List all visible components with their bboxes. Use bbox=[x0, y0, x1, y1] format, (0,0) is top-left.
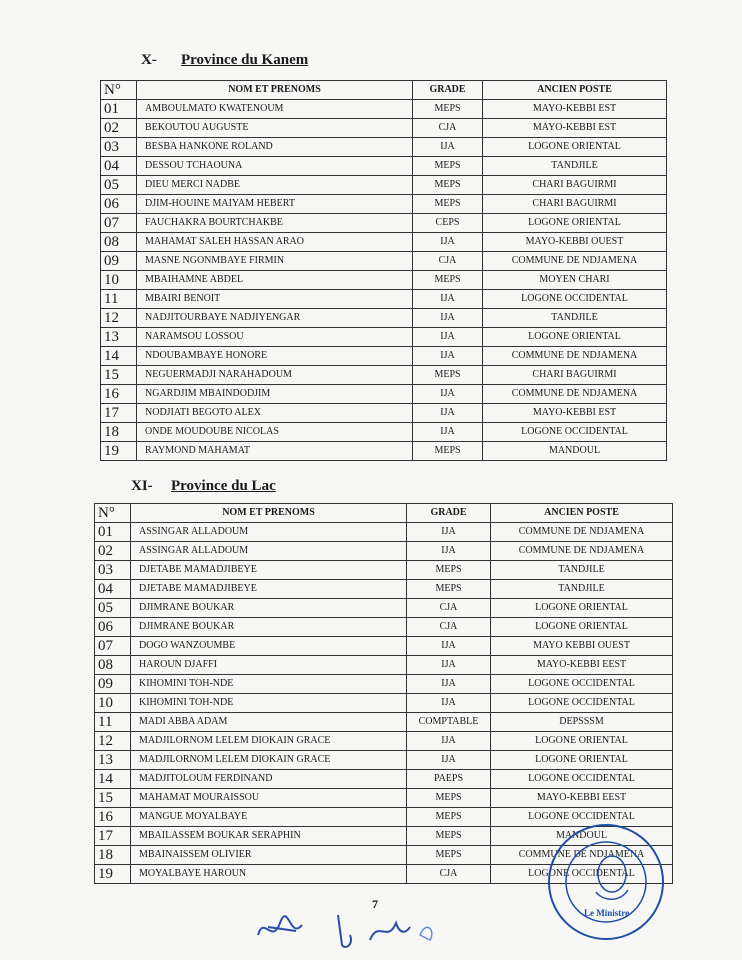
row-number: 17 bbox=[101, 404, 137, 423]
grade-cell: IJA bbox=[407, 694, 491, 713]
table-row bbox=[101, 385, 667, 404]
person-name: DJETABE MAMADJIBEYE bbox=[131, 561, 407, 580]
person-name: MADJITOLOUM FERDINAND bbox=[131, 770, 407, 789]
person-name: MANGUE MOYALBAYE bbox=[131, 808, 407, 827]
previous-post-cell: LOGONE OCCIDENTAL bbox=[491, 808, 673, 827]
grade-cell: IJA bbox=[413, 347, 483, 366]
row-number: 13 bbox=[95, 751, 131, 770]
previous-post-cell: LOGONE ORIENTAL bbox=[491, 751, 673, 770]
previous-post-cell: DEPSSSM bbox=[491, 713, 673, 732]
row-number: 19 bbox=[101, 442, 137, 461]
previous-post-cell: TANDJILE bbox=[491, 561, 673, 580]
row-number: 10 bbox=[101, 271, 137, 290]
table-row bbox=[95, 523, 673, 542]
table-row bbox=[101, 347, 667, 366]
row-number: 15 bbox=[101, 366, 137, 385]
table-row bbox=[101, 195, 667, 214]
official-seal bbox=[546, 822, 666, 942]
person-name: MAHAMAT SALEH HASSAN ARAO bbox=[137, 233, 413, 252]
grade-cell: MEPS bbox=[407, 846, 491, 865]
row-number: 05 bbox=[95, 599, 131, 618]
table-row bbox=[95, 656, 673, 675]
person-name: NARAMSOU LOSSOU bbox=[137, 328, 413, 347]
grade-cell: CJA bbox=[413, 119, 483, 138]
grade-cell: MEPS bbox=[413, 195, 483, 214]
row-number: 02 bbox=[95, 542, 131, 561]
table-header-row bbox=[95, 504, 673, 523]
previous-post-cell: LOGONE ORIENTAL bbox=[483, 328, 667, 347]
seal-label: Le Ministre bbox=[584, 908, 630, 918]
person-name: MAHAMAT MOURAISSOU bbox=[131, 789, 407, 808]
grade-cell: CJA bbox=[407, 599, 491, 618]
row-number: 16 bbox=[95, 808, 131, 827]
grade-cell: MEPS bbox=[407, 789, 491, 808]
header-poste: ANCIEN POSTE bbox=[483, 81, 667, 100]
grade-cell: CEPS bbox=[413, 214, 483, 233]
section-number: XI- bbox=[131, 478, 153, 494]
person-name: DESSOU TCHAOUNA bbox=[137, 157, 413, 176]
grade-cell: MEPS bbox=[413, 100, 483, 119]
previous-post-cell: COMMUNE DE NDJAMENA bbox=[483, 252, 667, 271]
previous-post-cell: TANDJILE bbox=[483, 309, 667, 328]
person-name: HAROUN DJAFFI bbox=[131, 656, 407, 675]
header-num: N° bbox=[101, 81, 137, 100]
previous-post-cell: MOYEN CHARI bbox=[483, 271, 667, 290]
table-row bbox=[101, 366, 667, 385]
row-number: 04 bbox=[95, 580, 131, 599]
row-number: 11 bbox=[101, 290, 137, 309]
header-num: N° bbox=[95, 504, 131, 523]
table-row bbox=[95, 713, 673, 732]
row-number: 18 bbox=[101, 423, 137, 442]
grade-cell: IJA bbox=[413, 423, 483, 442]
row-number: 16 bbox=[101, 385, 137, 404]
table-row bbox=[101, 119, 667, 138]
row-number: 12 bbox=[95, 732, 131, 751]
grade-cell: IJA bbox=[413, 138, 483, 157]
person-name: NODJIATI BEGOTO ALEX bbox=[137, 404, 413, 423]
seal-ring-icon bbox=[546, 822, 666, 942]
grade-cell: IJA bbox=[413, 404, 483, 423]
table-row bbox=[95, 561, 673, 580]
person-name: DJIM-HOUINE MAIYAM HEBERT bbox=[137, 195, 413, 214]
grade-cell: IJA bbox=[407, 637, 491, 656]
row-number: 18 bbox=[95, 846, 131, 865]
table-row bbox=[101, 442, 667, 461]
previous-post-cell: CHARI BAGUIRMI bbox=[483, 176, 667, 195]
table-row bbox=[101, 404, 667, 423]
previous-post-cell: COMMUNE DE NDJAMENA bbox=[483, 385, 667, 404]
grade-cell: CJA bbox=[413, 252, 483, 271]
row-number: 13 bbox=[101, 328, 137, 347]
table-row bbox=[95, 542, 673, 561]
section-number: X- bbox=[141, 52, 157, 68]
previous-post-cell: MANDOUL bbox=[483, 442, 667, 461]
grade-cell: IJA bbox=[407, 751, 491, 770]
row-number: 14 bbox=[95, 770, 131, 789]
grade-cell: IJA bbox=[413, 385, 483, 404]
grade-cell: MEPS bbox=[413, 271, 483, 290]
previous-post-cell: TANDJILE bbox=[491, 580, 673, 599]
previous-post-cell: CHARI BAGUIRMI bbox=[483, 366, 667, 385]
grade-cell: IJA bbox=[407, 732, 491, 751]
section-name: Province du Kanem bbox=[181, 52, 309, 68]
person-name: DOGO WANZOUMBE bbox=[131, 637, 407, 656]
grade-cell: MEPS bbox=[407, 561, 491, 580]
previous-post-cell: MAYO-KEBBI EEST bbox=[491, 789, 673, 808]
table-row bbox=[95, 751, 673, 770]
table-row bbox=[101, 271, 667, 290]
person-name: DJIMRANE BOUKAR bbox=[131, 618, 407, 637]
header-grade: GRADE bbox=[413, 81, 483, 100]
row-number: 06 bbox=[95, 618, 131, 637]
table-row bbox=[101, 309, 667, 328]
row-number: 07 bbox=[101, 214, 137, 233]
grade-cell: MEPS bbox=[407, 808, 491, 827]
header-poste: ANCIEN POSTE bbox=[491, 504, 673, 523]
person-name: BEKOUTOU AUGUSTE bbox=[137, 119, 413, 138]
previous-post-cell: COMMUNE DE NDJAMENA bbox=[491, 846, 673, 865]
person-name: ASSINGAR ALLADOUM bbox=[131, 542, 407, 561]
grade-cell: IJA bbox=[407, 675, 491, 694]
table-row bbox=[101, 100, 667, 119]
table-header-row bbox=[101, 81, 667, 100]
signatures bbox=[250, 905, 450, 955]
previous-post-cell: LOGONE ORIENTAL bbox=[483, 138, 667, 157]
row-number: 07 bbox=[95, 637, 131, 656]
previous-post-cell: COMMUNE DE NDJAMENA bbox=[483, 347, 667, 366]
table-row bbox=[101, 138, 667, 157]
grade-cell: IJA bbox=[413, 309, 483, 328]
header-name: NOM ET PRENOMS bbox=[131, 504, 407, 523]
row-number: 01 bbox=[101, 100, 137, 119]
previous-post-cell: LOGONE OCCIDENTAL bbox=[491, 694, 673, 713]
table-row bbox=[95, 618, 673, 637]
person-name: AMBOULMATO KWATENOUM bbox=[137, 100, 413, 119]
row-number: 11 bbox=[95, 713, 131, 732]
table-row bbox=[95, 789, 673, 808]
grade-cell: IJA bbox=[413, 328, 483, 347]
grade-cell: MEPS bbox=[413, 157, 483, 176]
table-row bbox=[95, 637, 673, 656]
previous-post-cell: MAYO-KEBBI EST bbox=[483, 100, 667, 119]
row-number: 04 bbox=[101, 157, 137, 176]
page-number: 7 bbox=[372, 897, 378, 911]
previous-post-cell: LOGONE OCCIDENTAL bbox=[483, 423, 667, 442]
row-number: 08 bbox=[101, 233, 137, 252]
previous-post-cell: LOGONE ORIENTAL bbox=[483, 214, 667, 233]
row-number: 02 bbox=[101, 119, 137, 138]
person-name: MBAIHAMNE ABDEL bbox=[137, 271, 413, 290]
table-row bbox=[95, 732, 673, 751]
table-row bbox=[101, 290, 667, 309]
grade-cell: MEPS bbox=[407, 580, 491, 599]
row-number: 05 bbox=[101, 176, 137, 195]
table-row bbox=[101, 157, 667, 176]
previous-post-cell: COMMUNE DE NDJAMENA bbox=[491, 523, 673, 542]
previous-post-cell: MAYO-KEBBI EST bbox=[483, 404, 667, 423]
grade-cell: CJA bbox=[407, 865, 491, 884]
previous-post-cell: LOGONE OCCIDENTAL bbox=[483, 290, 667, 309]
grade-cell: MEPS bbox=[413, 176, 483, 195]
person-name: BESBA HANKONE ROLAND bbox=[137, 138, 413, 157]
grade-cell: COMPTABLE bbox=[407, 713, 491, 732]
grade-cell: PAEPS bbox=[407, 770, 491, 789]
person-name: MBAIRI BENOIT bbox=[137, 290, 413, 309]
row-number: 19 bbox=[95, 865, 131, 884]
previous-post-cell: CHARI BAGUIRMI bbox=[483, 195, 667, 214]
person-name: MADI ABBA ADAM bbox=[131, 713, 407, 732]
kanem-table bbox=[100, 80, 667, 461]
person-name: NEGUERMADJI NARAHADOUM bbox=[137, 366, 413, 385]
row-number: 09 bbox=[95, 675, 131, 694]
previous-post-cell: MANDOUL bbox=[491, 827, 673, 846]
grade-cell: MEPS bbox=[407, 827, 491, 846]
row-number: 17 bbox=[95, 827, 131, 846]
grade-cell: MEPS bbox=[413, 366, 483, 385]
person-name: DIEU MERCI NADBE bbox=[137, 176, 413, 195]
grade-cell: IJA bbox=[407, 523, 491, 542]
table-row bbox=[101, 252, 667, 271]
grade-cell: IJA bbox=[413, 233, 483, 252]
person-name: MBAILASSEM BOUKAR SERAPHIN bbox=[131, 827, 407, 846]
section-title-kanem bbox=[141, 52, 308, 69]
person-name: DJIMRANE BOUKAR bbox=[131, 599, 407, 618]
person-name: MOYALBAYE HAROUN bbox=[131, 865, 407, 884]
row-number: 09 bbox=[101, 252, 137, 271]
header-name: NOM ET PRENOMS bbox=[137, 81, 413, 100]
previous-post-cell: LOGONE ORIENTAL bbox=[491, 732, 673, 751]
person-name: RAYMOND MAHAMAT bbox=[137, 442, 413, 461]
person-name: MADJILORNOM LELEM DIOKAIN GRACE bbox=[131, 732, 407, 751]
previous-post-cell: MAYO-KEBBI EEST bbox=[491, 656, 673, 675]
previous-post-cell: LOGONE OCCIDENTAL bbox=[491, 865, 673, 884]
table-row bbox=[95, 694, 673, 713]
row-number: 08 bbox=[95, 656, 131, 675]
row-number: 03 bbox=[95, 561, 131, 580]
grade-cell: MEPS bbox=[413, 442, 483, 461]
previous-post-cell: TANDJILE bbox=[483, 157, 667, 176]
grade-cell: CJA bbox=[407, 618, 491, 637]
previous-post-cell: COMMUNE DE NDJAMENA bbox=[491, 542, 673, 561]
table-row bbox=[95, 580, 673, 599]
person-name: ONDE MOUDOUBE NICOLAS bbox=[137, 423, 413, 442]
person-name: NADJITOURBAYE NADJIYENGAR bbox=[137, 309, 413, 328]
previous-post-cell: MAYO-KEBBI OUEST bbox=[483, 233, 667, 252]
person-name: NDOUBAMBAYE HONORE bbox=[137, 347, 413, 366]
table-row bbox=[95, 675, 673, 694]
table-row bbox=[101, 328, 667, 347]
person-name: DJETABE MAMADJIBEYE bbox=[131, 580, 407, 599]
table-row bbox=[95, 770, 673, 789]
row-number: 14 bbox=[101, 347, 137, 366]
person-name: MASNE NGONMBAYE FIRMIN bbox=[137, 252, 413, 271]
row-number: 01 bbox=[95, 523, 131, 542]
table-row bbox=[95, 599, 673, 618]
previous-post-cell: MAYO KEBBI OUEST bbox=[491, 637, 673, 656]
header-grade: GRADE bbox=[407, 504, 491, 523]
row-number: 03 bbox=[101, 138, 137, 157]
grade-cell: IJA bbox=[413, 290, 483, 309]
table-row bbox=[101, 176, 667, 195]
table-row bbox=[101, 214, 667, 233]
previous-post-cell: LOGONE OCCIDENTAL bbox=[491, 675, 673, 694]
table-row bbox=[101, 423, 667, 442]
row-number: 15 bbox=[95, 789, 131, 808]
section-name: Province du Lac bbox=[171, 478, 276, 494]
person-name: KIHOMINI TOH-NDE bbox=[131, 694, 407, 713]
person-name: ASSINGAR ALLADOUM bbox=[131, 523, 407, 542]
person-name: MADJILORNOM LELEM DIOKAIN GRACE bbox=[131, 751, 407, 770]
person-name: MBAINAISSEM OLIVIER bbox=[131, 846, 407, 865]
person-name: NGARDJIM MBAINDODJIM bbox=[137, 385, 413, 404]
section-title-lac bbox=[131, 478, 276, 495]
row-number: 10 bbox=[95, 694, 131, 713]
previous-post-cell: LOGONE OCCIDENTAL bbox=[491, 770, 673, 789]
row-number: 06 bbox=[101, 195, 137, 214]
previous-post-cell: LOGONE ORIENTAL bbox=[491, 618, 673, 637]
grade-cell: IJA bbox=[407, 542, 491, 561]
grade-cell: IJA bbox=[407, 656, 491, 675]
table-row bbox=[101, 233, 667, 252]
row-number: 12 bbox=[101, 309, 137, 328]
person-name: KIHOMINI TOH-NDE bbox=[131, 675, 407, 694]
previous-post-cell: MAYO-KEBBI EST bbox=[483, 119, 667, 138]
person-name: FAUCHAKRA BOURTCHAKBE bbox=[137, 214, 413, 233]
previous-post-cell: LOGONE ORIENTAL bbox=[491, 599, 673, 618]
